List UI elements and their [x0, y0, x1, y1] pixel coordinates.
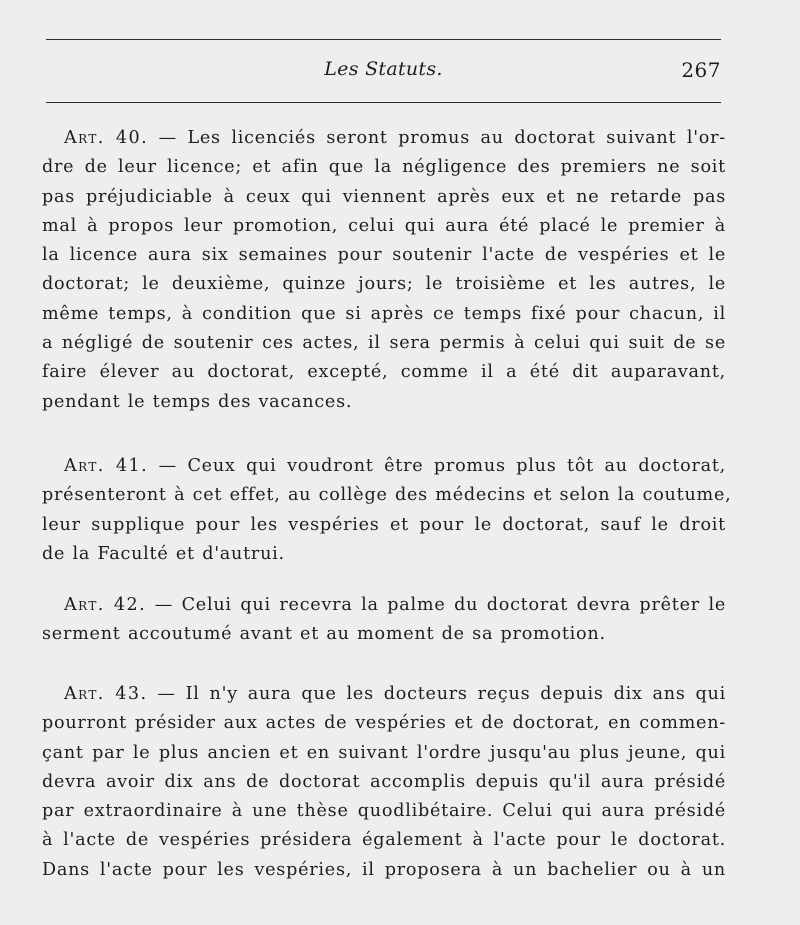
running-title: Les Statuts. — [324, 58, 443, 80]
header-bottom-rule — [46, 102, 721, 103]
article-line: çant par le plus ancien et en suivant l'ordre jusqu'au plus jeune, qui — [42, 742, 726, 763]
article-line: pas préjudiciable à ceux qui viennent après eux et ne retarde pas — [42, 186, 726, 207]
article-line: mal à propos leur promotion, celui qui aura été placé le premier à — [42, 215, 726, 236]
article-label: Art. 43. — [64, 684, 148, 704]
article-label: Art. 42. — [64, 595, 147, 615]
article-line: devra avoir dix ans de doctorat accomplis depuis qu'il aura présidé — [42, 771, 726, 792]
article-line: par extraordinaire à une thèse quodlibétaire. Celui qui aura présidé — [42, 801, 726, 822]
article-line: à l'acte de vespéries présidera également à l'acte pour le doctorat. — [42, 830, 726, 851]
article-line: doctorat; le deuxième, quinze jours; le troisième et les autres, le — [42, 274, 726, 295]
article-label: Art. 40. — [64, 128, 149, 148]
article-42 — [42, 591, 726, 650]
article-text: — Celui qui recevra la palme du doctorat devra prêter le — [154, 595, 727, 615]
article-line — [42, 124, 726, 153]
article-line — [42, 591, 726, 620]
article-41 — [42, 452, 732, 569]
article-text: — Les licenciés seront promus au doctorat suivant l'or- — [158, 128, 726, 148]
article-line: serment accoutumé avant et au moment de sa promotion. — [42, 624, 606, 645]
page-number: 267 — [681, 58, 721, 82]
article-line: leur supplique pour les vespéries et pour le doctorat, sauf le droit — [42, 514, 726, 535]
article-line: pourront présider aux actes de vespéries et de doctorat, en commen- — [42, 713, 726, 734]
article-line: présenteront à cet effet, au collège des médecins et selon la coutume, — [42, 485, 732, 506]
article-line — [42, 680, 726, 709]
article-label: Art. 41. — [64, 456, 149, 476]
article-text: — Ceux qui voudront être promus plus tôt au doctorat, — [158, 456, 727, 476]
header-top-rule — [46, 39, 721, 40]
article-line: pendant le temps des vacances. — [42, 391, 353, 412]
article-line: a négligé de soutenir ces actes, il sera permis à celui qui suit de se — [42, 333, 726, 354]
article-line: Dans l'acte pour les vespéries, il proposera à un bachelier ou à un — [42, 859, 726, 880]
article-line: dre de leur licence; et afin que la négligence des premiers ne soit — [42, 157, 726, 178]
article-43 — [42, 680, 726, 885]
article-line: même temps, à condition que si après ce temps fixé pour chacun, il — [42, 303, 726, 324]
article-line — [42, 452, 726, 481]
article-text: — Il n'y aura que les docteurs reçus depuis dix ans qui — [157, 684, 726, 704]
article-line: de la Faculté et d'autrui. — [42, 543, 285, 564]
article-40 — [42, 124, 726, 417]
article-line: faire élever au doctorat, excepté, comme il a été dit auparavant, — [42, 362, 726, 383]
running-head — [46, 58, 721, 86]
article-line: la licence aura six semaines pour soutenir l'acte de vespéries et le — [42, 245, 726, 266]
